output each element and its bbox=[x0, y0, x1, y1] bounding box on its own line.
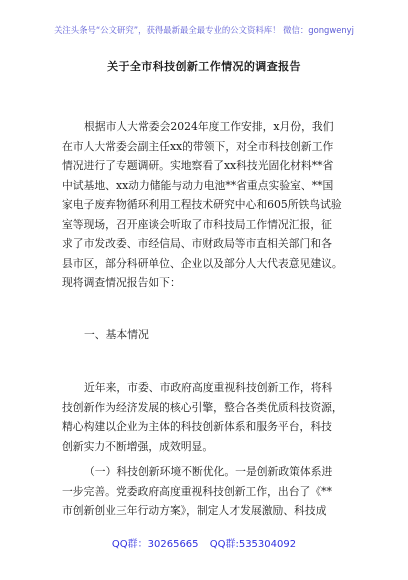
paragraph-line: 创新实力不断增强，成效明显。 bbox=[62, 439, 214, 453]
paragraph-line: （一）科技创新环境不断优化。一是创新政策体系进 bbox=[84, 465, 333, 478]
paragraph-line: 技创新作为经济发展的核心引擎，整合各类优质科技资源， bbox=[62, 400, 343, 414]
paragraph-line: 中试基地、xx动力储能与动力电池**省重点实验室、**国 bbox=[62, 178, 334, 192]
paragraph-line: 市创新创业三年行动方案》，制定人才发展激励、科技成 bbox=[62, 504, 327, 517]
paragraph-line: 根据市人大常委会2024年度工作安排，x月份，我们 bbox=[84, 120, 334, 133]
paragraph-line: 现将调查情况报告如下： bbox=[62, 276, 181, 289]
paragraph-line: 精心构建以企业为主体的科技创新体系和服务平台，科技 bbox=[62, 420, 332, 433]
section-heading-block bbox=[62, 325, 362, 345]
paragraph-line: 求了市发改委、市经信局、市财政局等市直相关部门和各 bbox=[62, 237, 332, 250]
footer-contacts bbox=[0, 535, 408, 550]
paragraph-line: 情况进行了专题调研。实地察看了xx科技光固化材料**省 bbox=[62, 159, 334, 172]
header-banner: 关注头条号“公文研究”，获得最新最全最专业的公文资料库！ 微信：gongwenyj bbox=[54, 25, 354, 35]
footer-qq-group-1: QQ群：30265665 bbox=[111, 539, 199, 550]
paragraph-line: 一步完善。党委政府高度重视科技创新工作，出台了《** bbox=[62, 484, 332, 498]
paragraph-line: 在市人大常委会副主任xx的带领下，对全市科技创新工作 bbox=[62, 139, 334, 153]
intro-paragraph bbox=[62, 117, 362, 293]
paragraph-line: 室等现场，召开座谈会听取了市科技局工作情况汇报，征 bbox=[62, 217, 332, 231]
subsection-paragraph bbox=[62, 462, 362, 521]
paragraph-line: 近年来，市委、市政府高度重视科技创新工作，将科 bbox=[84, 381, 333, 394]
paragraph-line: 家电子废弃物循环利用工程技术研究中心和605所铁鸟试验 bbox=[62, 198, 342, 211]
section-heading: 一、基本情况 bbox=[84, 328, 149, 341]
section-paragraph bbox=[62, 378, 362, 456]
paragraph-line: 县市区，部分科研单位、企业以及部分人大代表意见建议。 bbox=[62, 256, 343, 270]
document-title: 关于全市科技创新工作情况的调查报告 bbox=[107, 60, 301, 73]
footer-qq-group-2: QQ群:535304092 bbox=[209, 539, 297, 550]
